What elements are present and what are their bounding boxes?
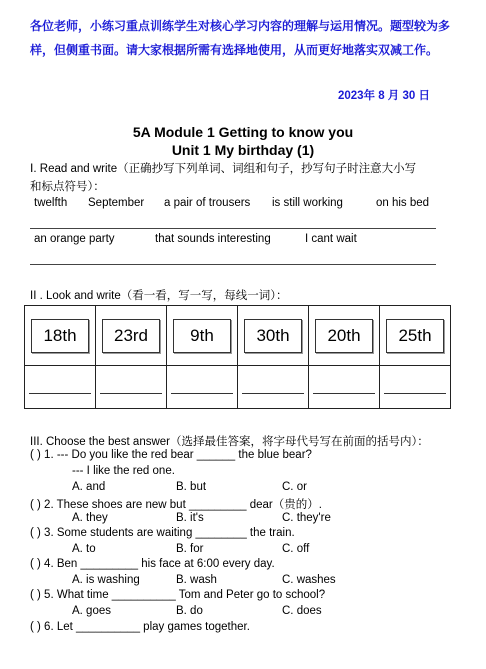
intro-note: 各位老师，小练习重点训练学生对核心学习内容的理解与运用情况。题型较为多样，但侧重书面。请大家根据所需有选择地使用，从而更好地落实双减工作。 (30, 19, 451, 57)
date-table (24, 305, 451, 409)
unit-title: Unit 1 My birthday (1) (171, 142, 315, 158)
module-title: 5A Module 1 Getting to know you (132, 124, 354, 140)
option-a: A. is washing (72, 574, 140, 586)
section2-heading: II . Look and write（看一看，写一写，每线一词）： (30, 290, 288, 302)
word-item: a pair of trousers (164, 197, 251, 209)
word-item: September (88, 197, 145, 209)
writing-line[interactable] (30, 264, 436, 265)
date-card: 25th (386, 319, 444, 353)
answer-cell[interactable] (309, 366, 380, 409)
option-b: B. but (176, 481, 207, 493)
question-3: ( ) 3. Some students are waiting ________ the train. (30, 527, 295, 539)
date-card: 30th (244, 319, 302, 353)
option-b: B. wash (176, 574, 217, 586)
answer-cell[interactable] (380, 366, 451, 409)
question-5: ( ) 5. What time __________ Tom and Peter go to school? (30, 589, 326, 601)
option-c: C. does (282, 605, 322, 617)
date-card: 9th (173, 319, 231, 353)
option-a: A. and (72, 481, 106, 493)
section3-heading: III. Choose the best answer（选择最佳答案，将字母代号写在前面的括号内）： (30, 436, 429, 448)
question-4: ( ) 4. Ben _________ his face at 6:00 every day. (30, 558, 275, 570)
option-c: C. off (282, 543, 310, 555)
word-item: twelfth (34, 197, 68, 209)
word-item: is still working (272, 197, 343, 209)
date: 2023年 8 月 30 日 (337, 90, 430, 102)
word-item: that sounds interesting (155, 233, 271, 245)
question-6: ( ) 6. Let __________ play games together. (30, 621, 250, 633)
question-2: ( ) 2. These shoes are new but _________ dear（贵的）. (30, 499, 322, 511)
option-c: C. they're (282, 512, 331, 524)
date-card: 20th (315, 319, 373, 353)
date-card: 23rd (102, 319, 160, 353)
option-c: C. or (282, 481, 307, 493)
answer-cell[interactable] (238, 366, 309, 409)
question-1: ( ) 1. --- Do you like the red bear ______ the blue bear? (30, 449, 312, 461)
word-item: on his bed (376, 197, 430, 209)
option-b: B. it's (176, 512, 204, 524)
section1-heading: Ⅰ. Read and write（正确抄写下列单词、词组和句子，抄写句子时注意大小写 (30, 163, 417, 175)
word-item: I cant wait (305, 233, 357, 245)
date-card: 18th (31, 319, 89, 353)
answer-cell[interactable] (167, 366, 238, 409)
option-b: B. do (176, 605, 203, 617)
question-1-reply: --- I like the red one. (72, 465, 175, 477)
option-c: C. washes (282, 574, 336, 586)
word-item: an orange party (34, 233, 115, 245)
answer-cell[interactable] (96, 366, 167, 409)
section1-heading-cont: 和标点符号）： (30, 181, 105, 193)
option-a: A. they (72, 512, 108, 524)
option-b: B. for (176, 543, 204, 555)
writing-line[interactable] (30, 228, 436, 229)
answer-cell[interactable] (25, 366, 96, 409)
option-a: A. goes (72, 605, 111, 617)
option-a: A. to (72, 543, 96, 555)
